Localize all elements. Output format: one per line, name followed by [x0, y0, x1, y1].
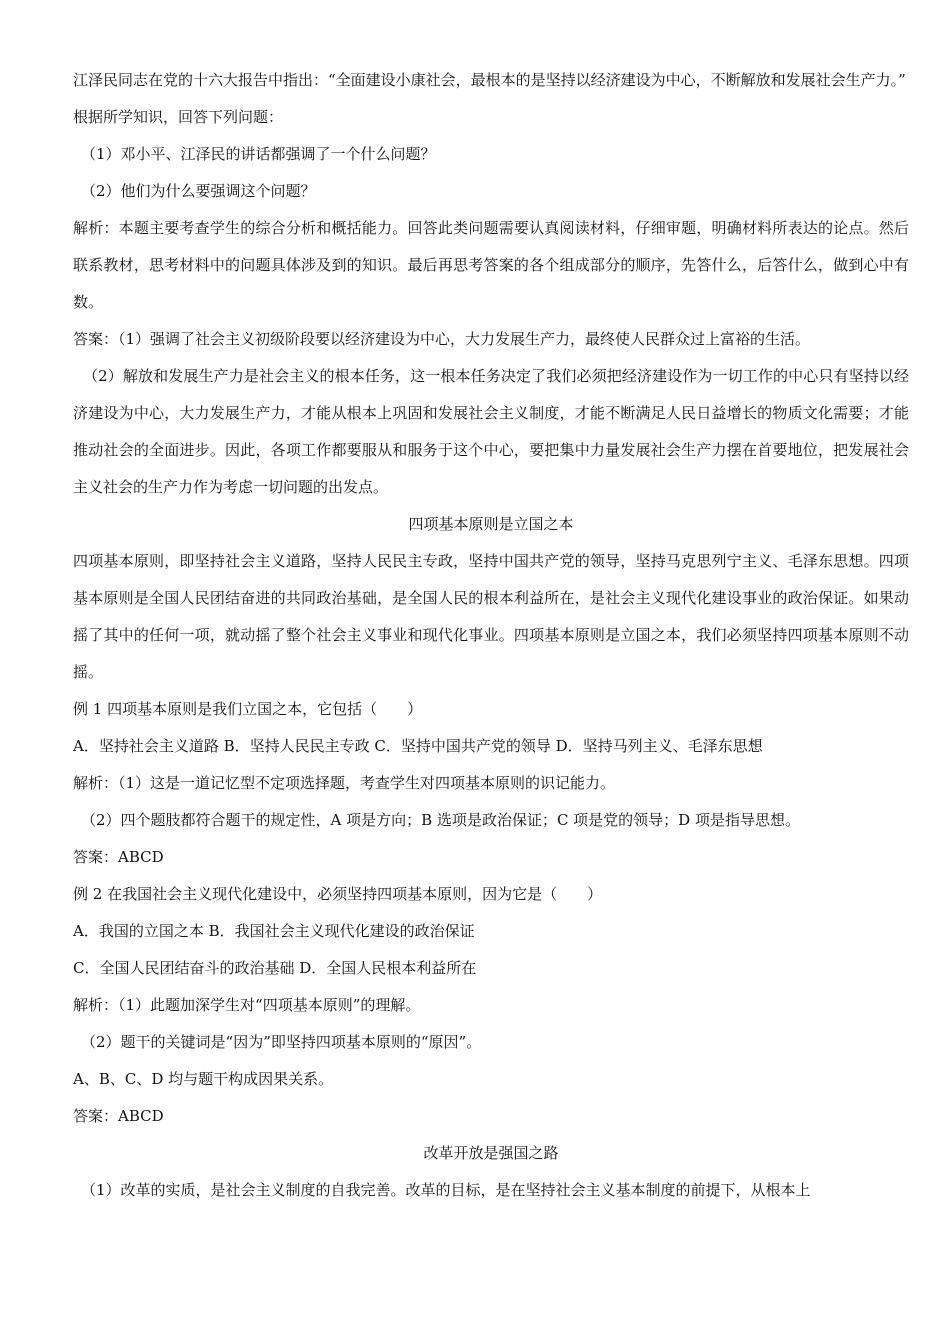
example-1-answer: 答案：ABCD: [73, 848, 164, 866]
reform-paragraph: （1）改革的实质，是社会主义制度的自我完善。改革的目标，是在坚持社会主义基本制度的前提下，从根本上: [81, 1181, 811, 1199]
four-principles-paragraph: 四项基本原则，即坚持社会主义道路，坚持人民民主专政，坚持中国共产党的领导，坚持马克思列宁主义、毛泽东思想。四项基本原则是全国人民团结奋进的共同政治基础，是全国人民的根本利益所在，是社会主义现代化建设事业的政治保证。如果动摇了其中的任何一项，就动摇了整个社会主义事业和现代化事业。四项基本原则是立国之本，我们必须坚持四项基本原则不动摇。: [73, 552, 909, 681]
paragraph-instruction: 根据所学知识，回答下列问题：: [73, 108, 284, 126]
example-1-analysis-2: （2）四个题肢都符合题干的规定性，A 项是方向；B 选项是政治保证；C 项是党的领导；D 项是指导思想。: [81, 811, 800, 829]
section-heading-reform: 改革开放是强国之路: [423, 1144, 559, 1162]
section-heading-four-principles: 四项基本原则是立国之本: [408, 515, 574, 533]
analysis-paragraph-1: 解析：本题主要考查学生的综合分析和概括能力。回答此类问题需要认真阅读材料，仔细审题，明确材料所表达的论点。然后联系教材，思考材料中的问题具体涉及到的知识。最后再思考答案的各个组成部分的顺序，先答什么，后答什么，做到心中有数。: [73, 219, 909, 311]
question-1: （1）邓小平、江泽民的讲话都强调了一个什么问题？: [81, 145, 436, 163]
example-2-answer: 答案：ABCD: [73, 1107, 164, 1125]
example-2-analysis-3: A、B、C、D 均与题干构成因果关系。: [73, 1070, 334, 1088]
document-page: [73, 62, 909, 1209]
example-1-options: A．坚持社会主义道路 B．坚持人民民主专政 C．坚持中国共产党的领导 D．坚持马列主义、毛泽东思想: [73, 737, 763, 755]
example-2-question: 例 2 在我国社会主义现代化建设中，必须坚持四项基本原则，因为它是（ ）: [73, 885, 603, 903]
example-1-question: 例 1 四项基本原则是我们立国之本，它包括（ ）: [73, 700, 423, 718]
example-2-analysis-2: （2）题干的关键词是“因为”即坚持四项基本原则的“原因”。: [81, 1033, 482, 1051]
example-2-options-2: C．全国人民团结奋斗的政治基础 D．全国人民根本利益所在: [73, 959, 477, 977]
example-2-analysis-1: 解析：（1）此题加深学生对“四项基本原则”的理解。: [73, 996, 421, 1014]
answer-paragraph-2: （2）解放和发展生产力是社会主义的根本任务，这一根本任务决定了我们必须把经济建设作为一切工作的中心只有坚持以经济建设为中心，大力发展生产力，才能从根本上巩固和发展社会主义制度，才能不断满足人民日益增长的物质文化需要；才能推动社会的全面进步。因此，各项工作都要服从和服务于这个中心，要把集中力量发展社会生产力摆在首要地位，把发展社会主义社会的生产力作为考虑一切问题的出发点。: [73, 367, 909, 496]
example-1-analysis-1: 解析：（1）这是一道记忆型不定项选择题，考查学生对四项基本原则的识记能力。: [73, 774, 616, 792]
example-2-options-1: A．我国的立国之本 B．我国社会主义现代化建设的政治保证: [73, 922, 475, 940]
paragraph-quote-jiang: 江泽民同志在党的十六大报告中指出：“全面建设小康社会，最根本的是坚持以经济建设为中心，不断解放和发展社会生产力。”: [73, 71, 906, 89]
answer-paragraph-1: 答案：（1）强调了社会主义初级阶段要以经济建设为中心，大力发展生产力，最终使人民群众过上富裕的生活。: [73, 330, 811, 348]
question-2: （2）他们为什么要强调这个问题？: [81, 182, 316, 200]
